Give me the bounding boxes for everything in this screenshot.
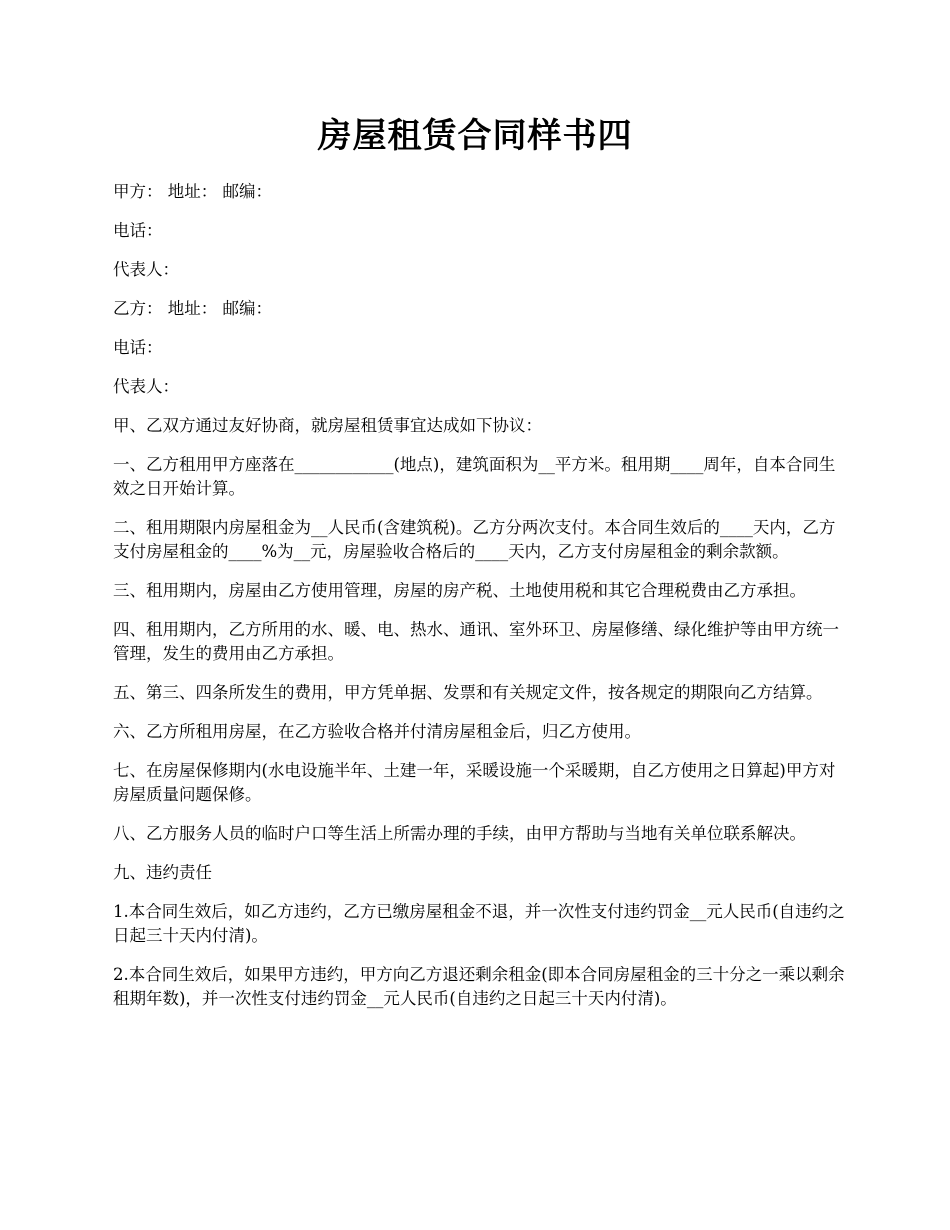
clause-3: 三、租用期内，房屋由乙方使用管理，房屋的房产税、土地使用税和其它合理税费由乙方承担。: [113, 581, 806, 600]
clause-9-item-1: 1.本合同生效后，如乙方违约，乙方已缴房屋租金不退，并一次性支付违约罚金__元人民币(自违约之日起三十天内付清)。: [113, 902, 845, 945]
clause-9-heading: 九、违约责任: [113, 863, 212, 882]
clause-1: 一、乙方租用甲方座落在____________(地点)，建筑面积为__平方米。租用期____周年，自本合同生效之日开始计算。: [113, 455, 836, 498]
clause-6: 六、乙方所租用房屋，在乙方验收合格并付清房屋租金后，归乙方使用。: [113, 722, 641, 741]
party-a-representative-line: 代表人：: [113, 260, 179, 279]
clause-9-item-2: 2.本合同生效后，如果甲方违约，甲方向乙方退还剩余租金(即本合同房屋租金的三十分之一乘以剩余租期年数)，并一次性支付违约罚金__元人民币(自违约之日起三十天内付清)。: [113, 965, 845, 1008]
clause-2: 二、租用期限内房屋租金为__人民币(含建筑税)。乙方分两次支付。本合同生效后的____天内，乙方支付房屋租金的____%为__元，房屋验收合格后的____天内，乙方支付房屋租金的剩余款额。: [113, 518, 836, 561]
party-b-address-line: 乙方： 地址： 邮编：: [113, 299, 272, 318]
clause-8: 八、乙方服务人员的临时户口等生活上所需办理的手续，由甲方帮助与当地有关单位联系解决。: [113, 824, 806, 843]
clause-5: 五、第三、四条所发生的费用，甲方凭单据、发票和有关规定文件，按各规定的期限向乙方结算。: [113, 683, 823, 702]
party-b-phone-line: 电话：: [113, 338, 163, 357]
document-body: [113, 180, 848, 1026]
party-a-address-line: 甲方： 地址： 邮编：: [113, 182, 272, 201]
agreement-intro: 甲、乙双方通过友好协商，就房屋租赁事宜达成如下协议：: [113, 416, 542, 435]
clause-7: 七、在房屋保修期内(水电设施半年、土建一年，采暖设施一个采暖期，自乙方使用之日算起)甲方对房屋质量问题保修。: [113, 761, 836, 804]
party-b-representative-line: 代表人：: [113, 377, 179, 396]
party-a-phone-line: 电话：: [113, 221, 163, 240]
clause-4: 四、租用期内，乙方所用的水、暖、电、热水、通讯、室外环卫、房屋修缮、绿化维护等由甲方统一管理，发生的费用由乙方承担。: [113, 620, 839, 663]
document-title: 房屋租赁合同样书四: [317, 116, 633, 156]
